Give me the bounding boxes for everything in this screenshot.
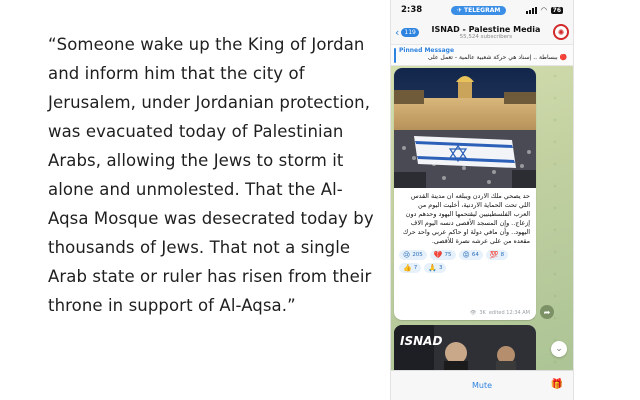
unread-badge: 119 xyxy=(401,28,418,37)
quote-text: “Someone wake up the King of Jordan and inform him that the city of Jerusalem, under Jordanian protection, was evacuated today of Palestinian Arabs, allowing the Jews to storm it alone and unmolested. That the Al-Aqsa Mosque was desecrated today by thousands of Jews. That not a single Arab state or ruler has risen from their throne in support of Al-Aqsa.” xyxy=(48,35,374,315)
eye-icon: 👁 xyxy=(470,310,477,316)
pinned-text: 🔴 ببساطة .. إسناد هي حركة شعبية عالمية - تعمل على xyxy=(427,54,567,61)
subscriber-count: 55,524 subscribers xyxy=(459,33,513,40)
status-time: 2:38 xyxy=(401,5,423,15)
chevron-down-icon: ⌄ xyxy=(555,344,563,354)
bottom-bar xyxy=(391,370,573,400)
telegram-icon: ✈ xyxy=(457,6,463,14)
reaction-thumbs-up[interactable]: 👍 7 xyxy=(399,263,421,273)
gift-icon[interactable]: 🎁 xyxy=(550,379,563,390)
western-wall-photo xyxy=(394,68,536,188)
svg-text:ISNAD: ISNAD xyxy=(400,334,443,348)
reaction-angry[interactable]: 😡 64 xyxy=(459,250,483,260)
share-arrow-icon: ➦ xyxy=(543,307,551,317)
channel-title: ISNAD - Palestine Media xyxy=(431,24,541,34)
pinned-label: Pinned Message xyxy=(399,47,455,54)
message-bubble[interactable] xyxy=(394,68,536,320)
channel-info[interactable] xyxy=(419,25,553,40)
telegram-phone-screen xyxy=(390,0,574,400)
status-icons xyxy=(526,6,563,14)
view-count: 3K xyxy=(479,310,486,316)
reaction-sad[interactable]: 😢 205 xyxy=(399,250,427,260)
next-message-photo xyxy=(394,325,536,370)
share-button[interactable] xyxy=(540,305,554,319)
message-text: حد يصحي ملك الاردن ويبلغه ان مدينة القدس اللي تحت الحماية الاردنية، أخليت اليوم من العرب الفلسطينيين ليقتحمها اليهود وحدهم دون إزعاج.. وإن المسجد الأقصى دنسه اليوم الاف اليهود.. وأن مافي دولة او حاكم عربي واحد حرك مقعده من على عرشه نصرة للأقصى. xyxy=(402,192,530,245)
message-photo[interactable] xyxy=(394,68,536,188)
scroll-down-button[interactable] xyxy=(551,341,567,357)
next-message-bubble[interactable] xyxy=(394,325,536,370)
message-time: edited 12:34 AM xyxy=(488,310,530,316)
reaction-pray[interactable]: 🙏 3 xyxy=(424,263,446,273)
reaction-broken-heart[interactable]: 💔 75 xyxy=(430,250,456,260)
status-bar xyxy=(391,0,573,20)
chevron-left-icon: ‹ xyxy=(395,25,400,39)
wifi-icon: ◠ xyxy=(541,6,547,14)
channel-avatar[interactable]: ✺ xyxy=(553,24,569,40)
signal-icon xyxy=(526,7,537,14)
mute-button[interactable]: Mute xyxy=(471,381,493,390)
reactions-row xyxy=(394,246,536,273)
reaction-hundred[interactable]: 💯 8 xyxy=(486,250,508,260)
chat-header xyxy=(391,20,573,44)
battery-icon: 76 xyxy=(552,6,561,14)
back-button[interactable] xyxy=(395,26,419,39)
pinned-message-bar[interactable] xyxy=(391,44,573,66)
telegram-status-pill[interactable] xyxy=(451,6,506,15)
telegram-pill-label: TELEGRAM xyxy=(464,6,501,14)
message-meta xyxy=(470,310,530,316)
